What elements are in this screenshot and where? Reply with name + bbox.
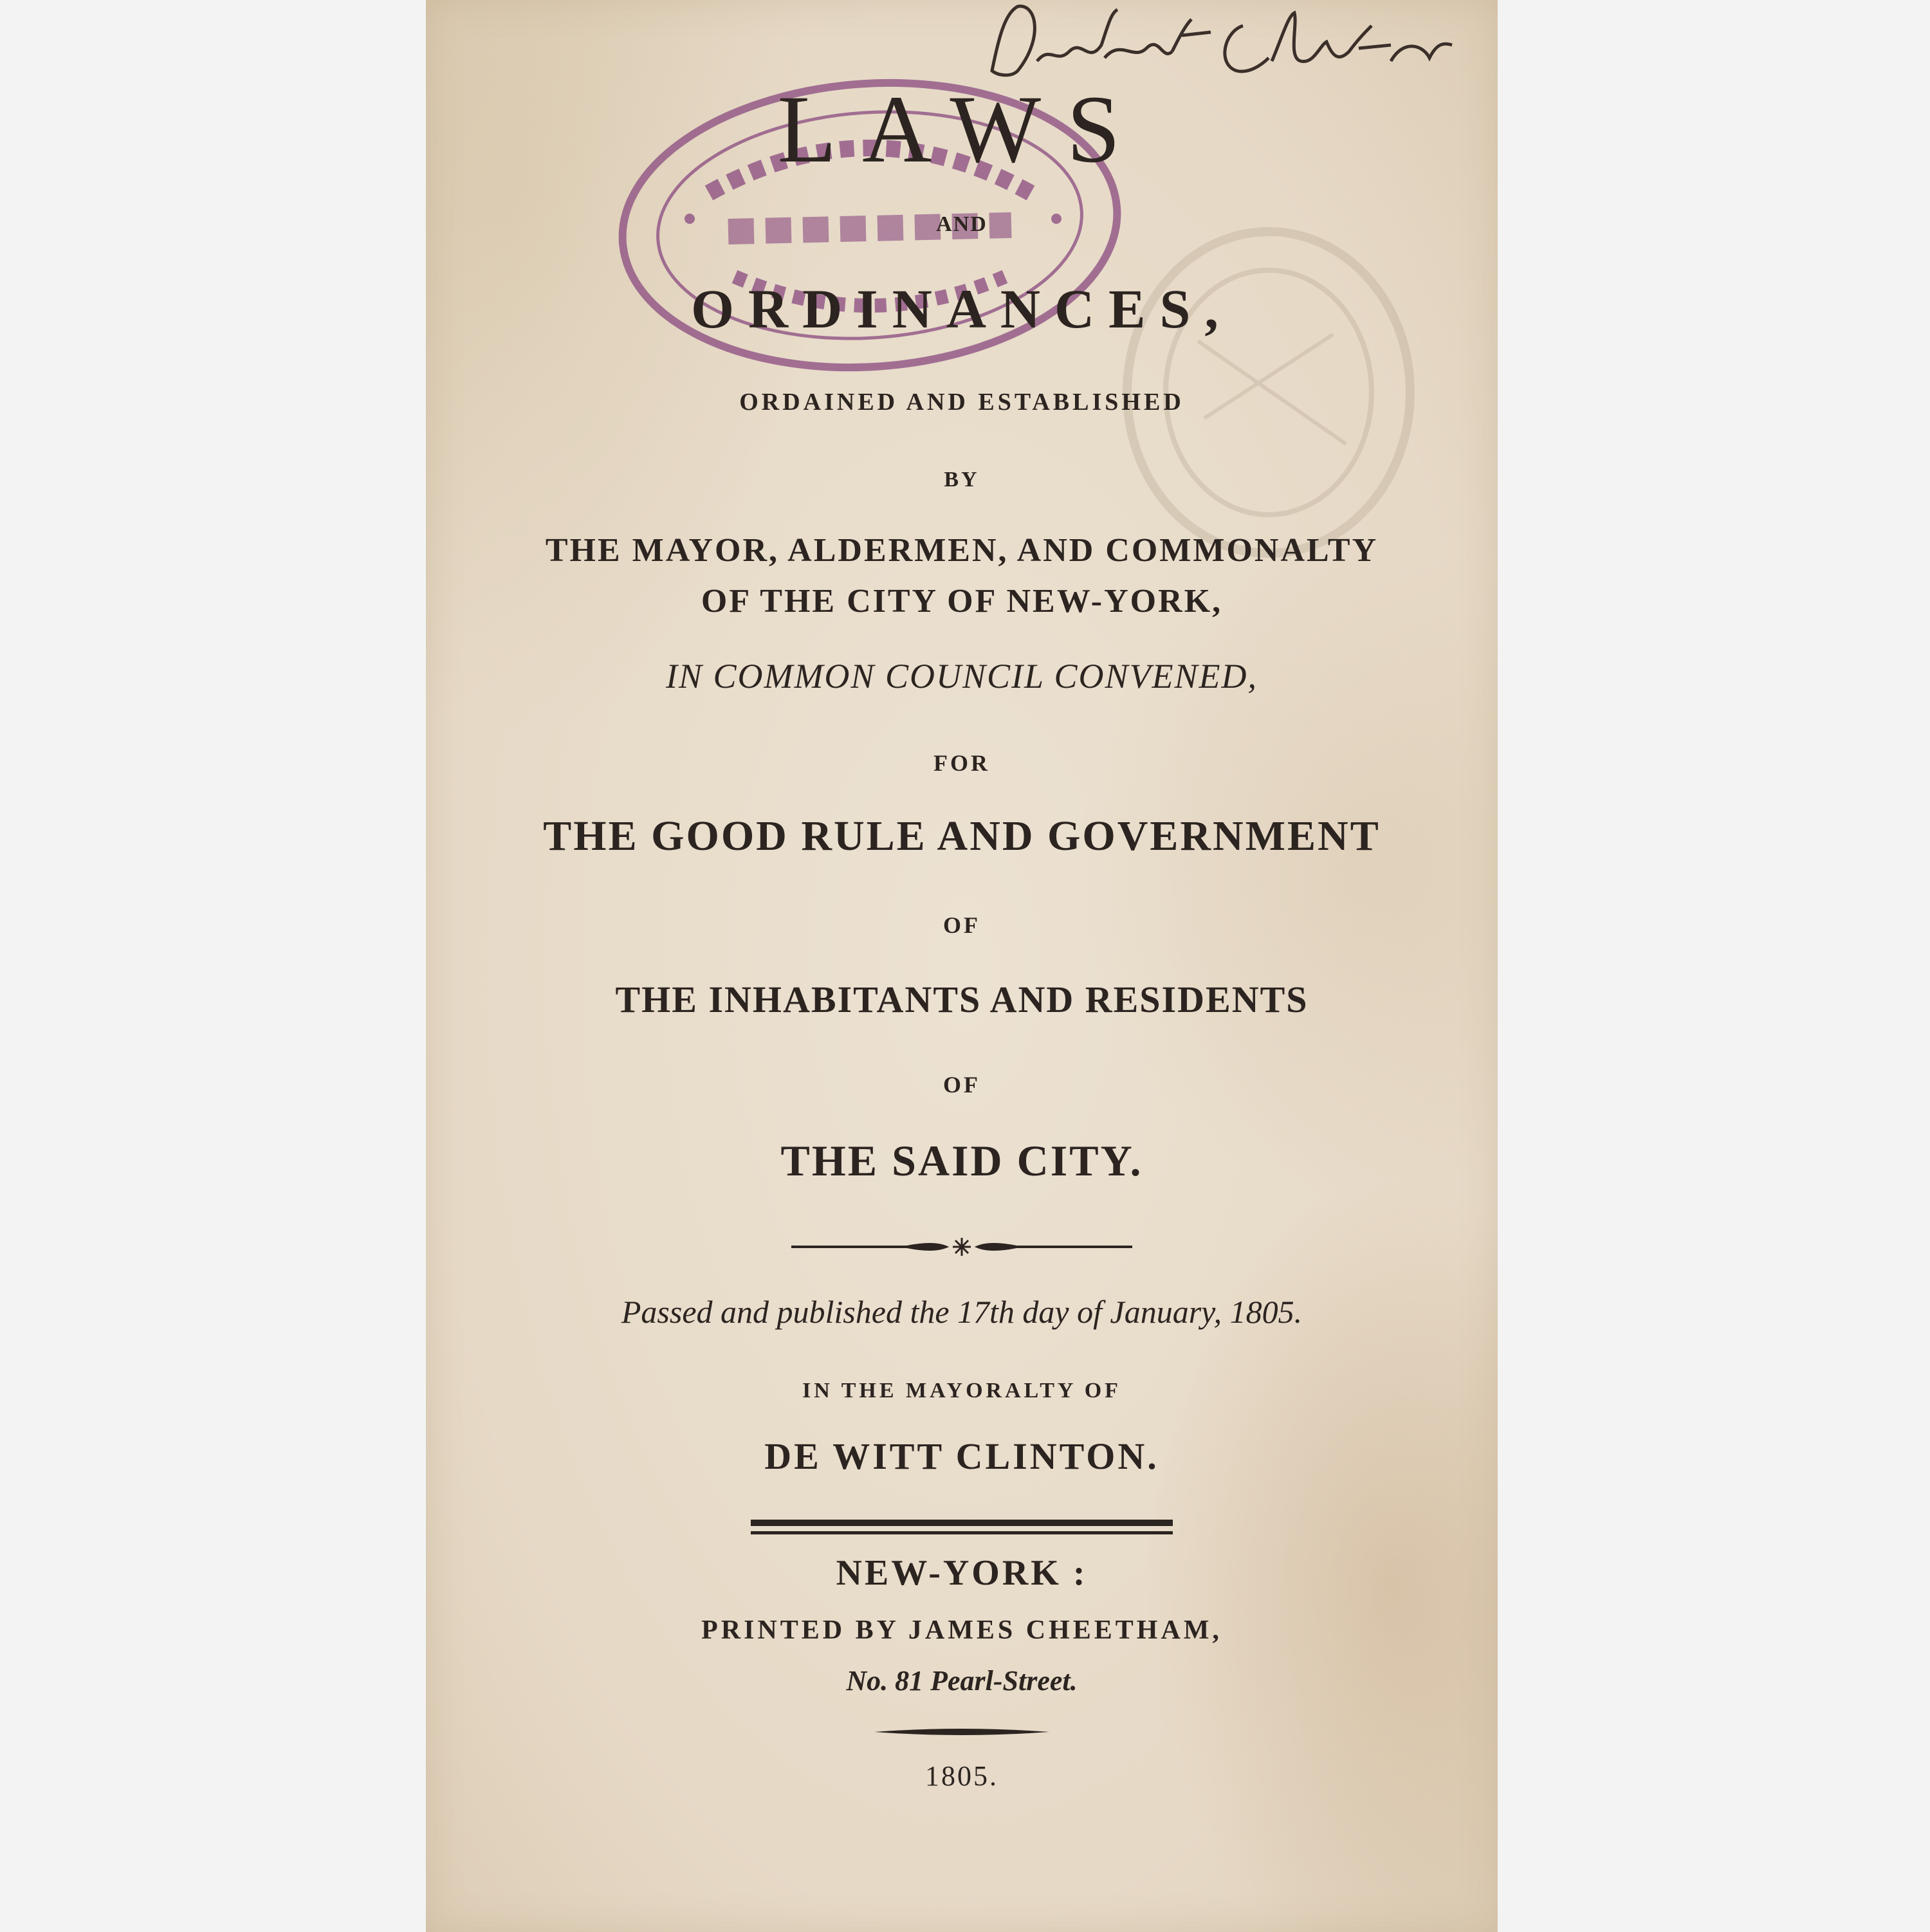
mayoralty-line: IN THE MAYORALTY OF (802, 1379, 1121, 1403)
subtitle-for: FOR (933, 750, 990, 776)
council-line: IN COMMON COUNCIL CONVENED, (665, 657, 1258, 695)
authority-line-2: OF THE CITY OF NEW-YORK, (701, 583, 1223, 620)
title-ordinances: ORDINANCES, (691, 278, 1233, 340)
subtitle-of-2: OF (943, 1072, 980, 1098)
imprint-year: 1805. (925, 1760, 998, 1792)
title-and: AND (936, 212, 988, 236)
title-laws: LAWS (777, 76, 1146, 183)
subtitle-of-1: OF (943, 912, 980, 938)
said-city-line: THE SAID CITY. (780, 1136, 1143, 1185)
passed-date-line: Passed and published the 17th day of January, 1805. (621, 1294, 1303, 1330)
short-rule-divider (874, 1724, 1049, 1740)
title-page (426, 0, 1498, 1932)
printer-line: PRINTED BY JAMES CHEETHAM, (701, 1615, 1222, 1645)
mayor-name: DE WITT CLINTON. (764, 1435, 1159, 1477)
printer-address: No. 81 Pearl-Street. (846, 1665, 1078, 1697)
ornament-divider (791, 1228, 1132, 1266)
double-rule-divider (751, 1516, 1173, 1541)
inhabitants-line: THE INHABITANTS AND RESIDENTS (615, 979, 1309, 1020)
imprint-place: NEW-YORK : (836, 1553, 1088, 1593)
subtitle-by: BY (944, 468, 980, 492)
subtitle-ordained: ORDAINED AND ESTABLISHED (739, 389, 1184, 416)
purpose-line: THE GOOD RULE AND GOVERNMENT (543, 813, 1381, 860)
authority-line-1: THE MAYOR, ALDERMEN, AND COMMONALTY (545, 532, 1379, 569)
